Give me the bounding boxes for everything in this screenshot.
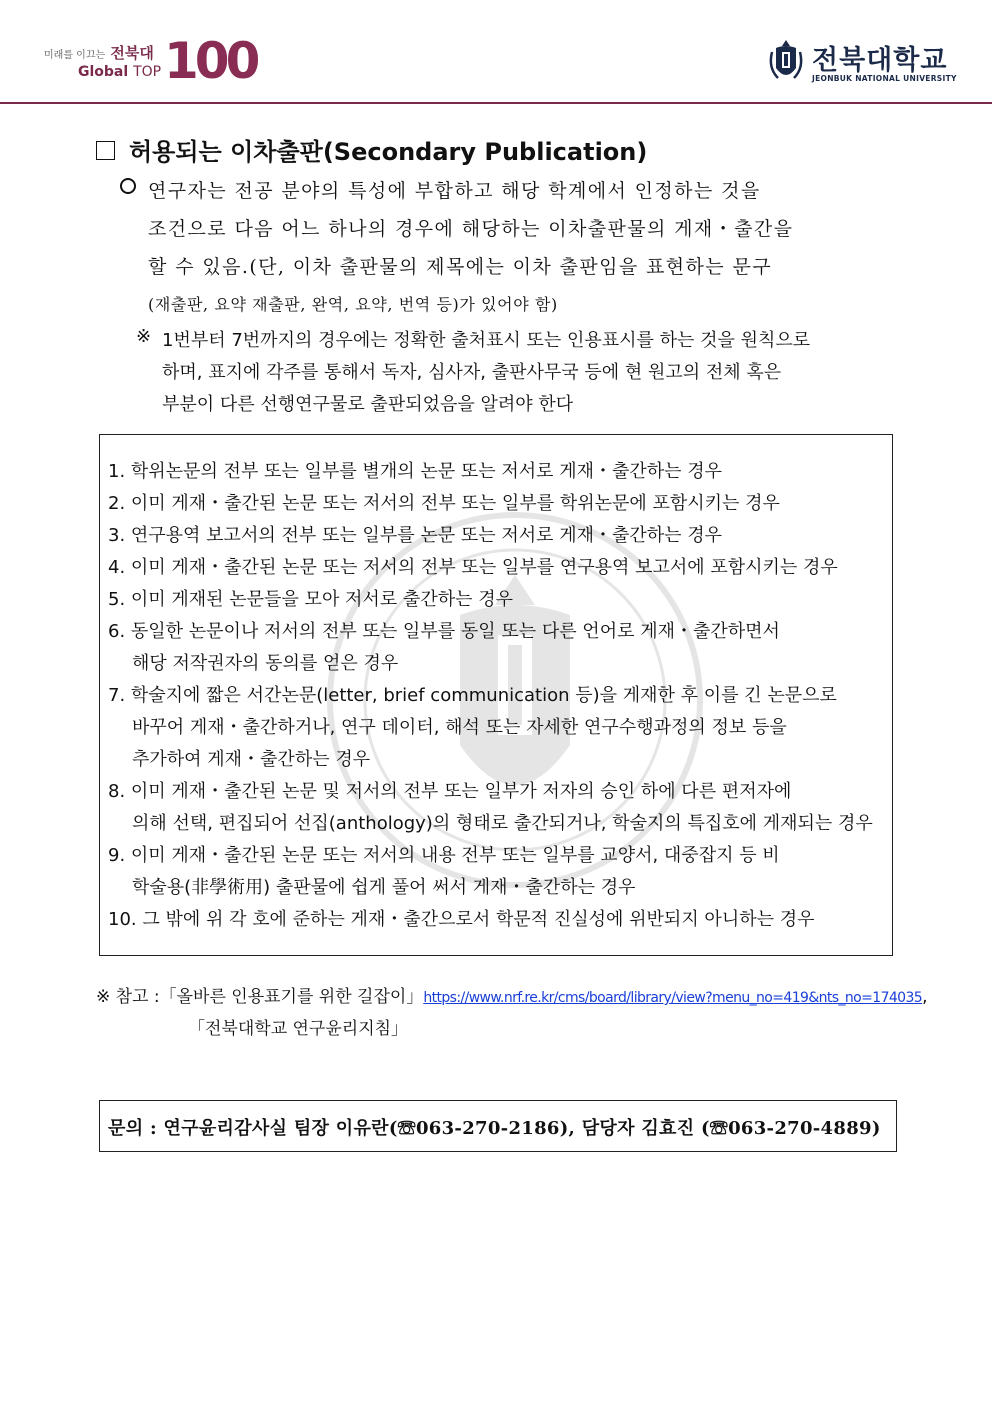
paragraph-line: 연구자는 전공 분야의 특성에 부합하고 해당 학계에서 인정하는 것을 — [148, 180, 761, 202]
global-top-100-logo — [44, 32, 257, 90]
logo-slogan-strong: 전북대 — [110, 44, 154, 62]
paragraph-line: 조건으로 다음 어느 하나의 경우에 해당하는 이차출판물의 게재・출간을 — [148, 218, 794, 240]
list-item: 7. 학술지에 짧은 서간논문(letter, brief communication 등)을 게재한 후 이를 긴 논문으로 — [108, 685, 837, 706]
university-name-ko: 전북대학교 — [812, 45, 948, 76]
reference-guideline: 「전북대학교 연구윤리지침」 — [188, 1019, 409, 1039]
paragraph-line: 할 수 있음.(단, 이차 출판물의 제목에는 이차 출판임을 표현하는 문구 — [148, 256, 773, 278]
list-item: 5. 이미 게재된 논문들을 모아 저서로 출간하는 경우 — [108, 589, 513, 610]
logo-number: 100 — [164, 32, 257, 90]
list-item: 8. 이미 게재・출간된 논문 및 저서의 전부 또는 일부가 저자의 승인 하에 다른 편저자에 — [108, 781, 792, 802]
list-item: 9. 이미 게재・출간된 논문 또는 저서의 내용 전부 또는 일부를 교양서, 대중잡지 등 비 — [108, 845, 780, 866]
list-item-continuation: 추가하여 게재・출간하는 경우 — [132, 749, 371, 770]
paragraph-line: (재출판, 요약 재출판, 완역, 요약, 번역 등)가 있어야 함) — [148, 295, 558, 314]
logo-top: TOP — [133, 64, 162, 80]
university-name-en: JEONBUK NATIONAL UNIVERSITY — [812, 74, 957, 83]
list-item-continuation: 해당 저작권자의 동의를 얻은 경우 — [132, 653, 399, 674]
list-item-continuation: 의해 선택, 편집되어 선집(anthology)의 형태로 출간되거나, 학술지의 특집호에 게재되는 경우 — [132, 813, 873, 834]
list-item: 6. 동일한 논문이나 저서의 전부 또는 일부를 동일 또는 다른 언어로 게재・출간하면서 — [108, 621, 780, 642]
page-title — [96, 132, 647, 167]
list-item-continuation: 학술용(非學術用) 출판물에 쉽게 풀어 써서 게재・출간하는 경우 — [132, 877, 636, 898]
page-header — [0, 0, 992, 104]
list-item: 10. 그 밖에 위 각 호에 준하는 게재・출간으로서 학문적 진실성에 위반되지 아니하는 경우 — [108, 909, 815, 930]
note-line: 1번부터 7번까지의 경우에는 정확한 출처표시 또는 인용표시를 하는 것을 원칙으로 — [162, 330, 811, 351]
university-emblem-icon — [768, 38, 804, 84]
reference-link-suffix: , — [922, 987, 928, 1007]
university-logo — [768, 38, 958, 90]
reference-mark-icon: ※ — [136, 326, 152, 347]
checkbox-square-icon — [96, 141, 115, 160]
note-line: 부분이 다른 선행연구물로 출판되었음을 알려야 한다 — [162, 394, 574, 415]
list-item: 4. 이미 게재・출간된 논문 또는 저서의 전부 또는 일부를 연구용역 보고서에 포함시키는 경우 — [108, 557, 838, 578]
note-line: 하며, 표지에 각주를 통해서 독자, 심사자, 출판사무국 등에 현 원고의 전체 혹은 — [162, 362, 782, 383]
reference-link[interactable]: https://www.nrf.re.kr/cms/board/library/view?menu_no=419&nts_no=174035 — [423, 990, 923, 1006]
header-divider — [0, 102, 992, 104]
contact-box — [99, 1100, 897, 1152]
list-item: 2. 이미 게재・출간된 논문 또는 저서의 전부 또는 일부를 학위논문에 포함시키는 경우 — [108, 493, 780, 514]
allowed-cases-box — [99, 434, 893, 956]
logo-global: Global — [78, 64, 129, 80]
circle-bullet-icon — [120, 178, 136, 194]
contact-text: 문의 : 연구윤리감사실 팀장 이유란(☏063-270-2186), 담당자 김효진 (☏063-270-4889) — [108, 1118, 881, 1139]
reference-prefix: ※ 참고 :「올바른 인용표기를 위한 길잡이」 — [96, 987, 424, 1007]
list-item: 1. 학위논문의 전부 또는 일부를 별개의 논문 또는 저서로 게재・출간하는 경우 — [108, 461, 723, 482]
page-title-text: 허용되는 이차출판(Secondary Publication) — [129, 138, 648, 166]
logo-slogan-small: 미래를 이끄는 — [44, 50, 106, 61]
list-item: 3. 연구용역 보고서의 전부 또는 일부를 논문 또는 저서로 게재・출간하는 경우 — [108, 525, 723, 546]
list-item-continuation: 바꾸어 게재・출간하거나, 연구 데이터, 해석 또는 자세한 연구수행과정의 정보 등을 — [132, 717, 787, 738]
